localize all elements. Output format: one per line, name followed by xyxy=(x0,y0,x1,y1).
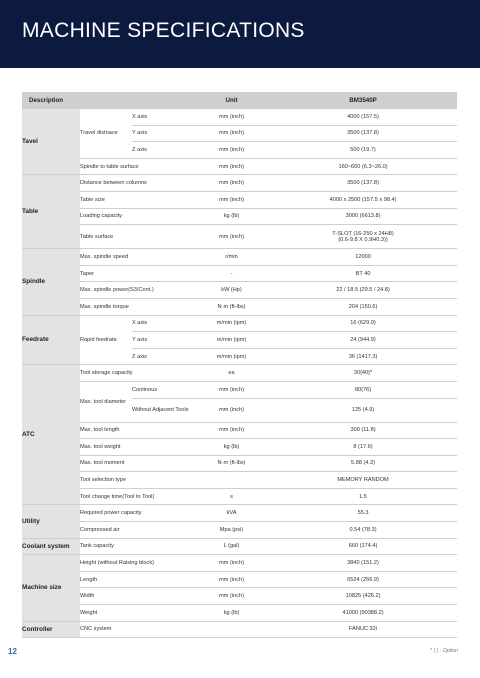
item-cell: Width xyxy=(80,588,194,605)
title-banner xyxy=(0,0,480,68)
unit-cell: mm (inch) xyxy=(194,191,269,208)
item-cell: Distance between columns xyxy=(80,175,194,192)
subitem-cell: X axis xyxy=(132,315,194,332)
table-row xyxy=(22,422,457,439)
unit-cell: m/min (ipm) xyxy=(194,348,269,365)
unit-cell: kg (lb) xyxy=(194,208,269,225)
item-cell: Max. spindle torque xyxy=(80,298,194,315)
subitem-cell: Z axis xyxy=(132,142,194,159)
unit-cell: N·m (ft-lbs) xyxy=(194,455,269,472)
subitem-cell: Without Adjacent Tools xyxy=(132,398,194,422)
table-row xyxy=(22,621,457,638)
category-cell: ATC xyxy=(22,365,80,505)
value-cell: 36 (1417.3) xyxy=(269,348,457,365)
table-row xyxy=(22,522,457,539)
value-cell: BT 40 xyxy=(269,265,457,282)
value-cell: 4000 (157.5) xyxy=(269,109,457,125)
value-cell: 125 (4.9) xyxy=(269,398,457,422)
table-row xyxy=(22,158,457,175)
value-cell: 6524 (256.9) xyxy=(269,571,457,588)
unit-cell: mm (inch) xyxy=(194,555,269,572)
item-cell: Spindle to table surface xyxy=(80,158,194,175)
value-cell: 30{40}* xyxy=(269,365,457,382)
header-description: Description xyxy=(22,92,194,109)
value-cell: 12000 xyxy=(269,249,457,266)
spec-table xyxy=(22,92,457,638)
table-row xyxy=(22,225,457,249)
table-row xyxy=(22,588,457,605)
value-cell: 204 (150.6) xyxy=(269,298,457,315)
table-row xyxy=(22,455,457,472)
item-cell: Rapid feedrate xyxy=(80,315,132,365)
unit-cell: m/min (ipm) xyxy=(194,332,269,349)
item-cell: Table surface xyxy=(80,225,194,249)
value-cell: 55.3 xyxy=(269,505,457,522)
table-row xyxy=(22,381,457,398)
table-row xyxy=(22,439,457,456)
page-number: 12 xyxy=(8,647,17,656)
unit-cell: ea xyxy=(194,365,269,382)
value-cell: 300 (11.8) xyxy=(269,422,457,439)
item-cell: Loading capacity xyxy=(80,208,194,225)
item-cell: Tool storage capacity xyxy=(80,365,194,382)
header-model: BM3540P xyxy=(269,92,457,109)
unit-cell: mm (inch) xyxy=(194,175,269,192)
item-cell: Max. tool diameter xyxy=(80,381,132,422)
item-cell: Required power capacity xyxy=(80,505,194,522)
table-row xyxy=(22,538,457,555)
table-row xyxy=(22,605,457,622)
value-cell xyxy=(269,225,457,249)
value-cell: 22 / 18.5 (29.5 / 24.8) xyxy=(269,282,457,299)
unit-cell: m/min (ipm) xyxy=(194,315,269,332)
value-cell: 3500 (137.8) xyxy=(269,125,457,142)
table-row xyxy=(22,472,457,489)
table-row xyxy=(22,555,457,572)
item-cell: Tool selection type xyxy=(80,472,194,489)
category-cell: Controller xyxy=(22,621,80,638)
unit-cell: mm (inch) xyxy=(194,158,269,175)
value-cell: 8 (17.6) xyxy=(269,439,457,456)
unit-cell: mm (inch) xyxy=(194,125,269,142)
unit-cell: N·m (ft-lbs) xyxy=(194,298,269,315)
unit-cell: kVA xyxy=(194,505,269,522)
value-cell: FANUC 32i xyxy=(269,621,457,638)
value-cell: 5.88 (4.3) xyxy=(269,455,457,472)
table-row xyxy=(22,315,457,332)
item-cell: Compressed air xyxy=(80,522,194,539)
table-row xyxy=(22,191,457,208)
value-cell: 16 (629.9) xyxy=(269,315,457,332)
item-cell: Travel distnace xyxy=(80,109,132,158)
table-row xyxy=(22,282,457,299)
unit-cell: r/min xyxy=(194,249,269,266)
subitem-cell: Y axis xyxy=(132,332,194,349)
value-line: T-SLOT (16-250 x 24H8) xyxy=(332,230,394,237)
table-header-row xyxy=(22,92,457,109)
item-cell: Weight xyxy=(80,605,194,622)
item-cell: Taper xyxy=(80,265,194,282)
value-cell: 1.5 xyxy=(269,488,457,505)
unit-cell: mm (inch) xyxy=(194,225,269,249)
table-row xyxy=(22,298,457,315)
item-cell: Max. spindle speed xyxy=(80,249,194,266)
table-row xyxy=(22,488,457,505)
subitem-cell: Continous xyxy=(132,381,194,398)
value-cell: 160~660 (6.3~26.0) xyxy=(269,158,457,175)
item-cell: Max. spindle power(S3/Cont.) xyxy=(80,282,194,299)
table-row xyxy=(22,208,457,225)
value-cell: 4000 x 2500 (157.5 x 98.4) xyxy=(269,191,457,208)
unit-cell: mm (inch) xyxy=(194,398,269,422)
value-cell: 3840 (151.2) xyxy=(269,555,457,572)
category-cell: Tavel xyxy=(22,109,80,175)
category-cell: Coolant system xyxy=(22,538,80,555)
unit-cell: - xyxy=(194,265,269,282)
category-cell: Machine size xyxy=(22,555,80,621)
category-cell: Feedrate xyxy=(22,315,80,365)
value-cell: 24 (944.9) xyxy=(269,332,457,349)
header-unit: Unit xyxy=(194,92,269,109)
table-row xyxy=(22,265,457,282)
subitem-cell: X axis xyxy=(132,109,194,125)
item-cell: Max. tool moment xyxy=(80,455,194,472)
value-cell: 660 (174.4) xyxy=(269,538,457,555)
category-cell: Spindle xyxy=(22,249,80,315)
table-row xyxy=(22,175,457,192)
unit-cell: mm (inch) xyxy=(194,109,269,125)
value-cell: 0.54 (78.3) xyxy=(269,522,457,539)
item-cell: Tank capacity xyxy=(80,538,194,555)
item-cell: Length xyxy=(80,571,194,588)
value-cell: 3500 (137.8) xyxy=(269,175,457,192)
item-cell: Max. tool length xyxy=(80,422,194,439)
item-cell: Table size xyxy=(80,191,194,208)
unit-cell: mm (inch) xyxy=(194,142,269,159)
value-cell: 10825 (426.2) xyxy=(269,588,457,605)
unit-cell xyxy=(194,472,269,489)
value-cell: 80{76} xyxy=(269,381,457,398)
unit-cell: kg (lb) xyxy=(194,439,269,456)
table-row xyxy=(22,109,457,125)
item-cell: Max. tool weight xyxy=(80,439,194,456)
subitem-cell: Z axis xyxy=(132,348,194,365)
value-line: (0.6-9.8 X 0.9H0.3)) xyxy=(338,236,388,243)
unit-cell: L (gal) xyxy=(194,538,269,555)
subitem-cell: Y axis xyxy=(132,125,194,142)
unit-cell: mm (inch) xyxy=(194,588,269,605)
table-row xyxy=(22,365,457,382)
table-row xyxy=(22,505,457,522)
value-cell: 500 (19.7) xyxy=(269,142,457,159)
item-cell: Height (without Raising block) xyxy=(80,555,194,572)
option-footnote: * { } : Option xyxy=(430,648,458,654)
unit-cell: kW (Hp) xyxy=(194,282,269,299)
unit-cell xyxy=(194,621,269,638)
unit-cell: mm (inch) xyxy=(194,422,269,439)
item-cell: Tool change time(Tool to Tool) xyxy=(80,488,194,505)
value-cell: MEMORY RANDOM xyxy=(269,472,457,489)
table-row xyxy=(22,571,457,588)
table-row xyxy=(22,249,457,266)
value-cell: 41000 (90388.2) xyxy=(269,605,457,622)
unit-cell: mm (inch) xyxy=(194,571,269,588)
unit-cell: kg (lb) xyxy=(194,605,269,622)
category-cell: Utility xyxy=(22,505,80,538)
unit-cell: mm (inch) xyxy=(194,381,269,398)
value-cell: 3000 (6613.8) xyxy=(269,208,457,225)
category-cell: Table xyxy=(22,175,80,249)
page-title: MACHINE SPECIFICATIONS xyxy=(22,19,305,42)
unit-cell: s xyxy=(194,488,269,505)
item-cell: CNC system xyxy=(80,621,194,638)
unit-cell: Mpa (psi) xyxy=(194,522,269,539)
